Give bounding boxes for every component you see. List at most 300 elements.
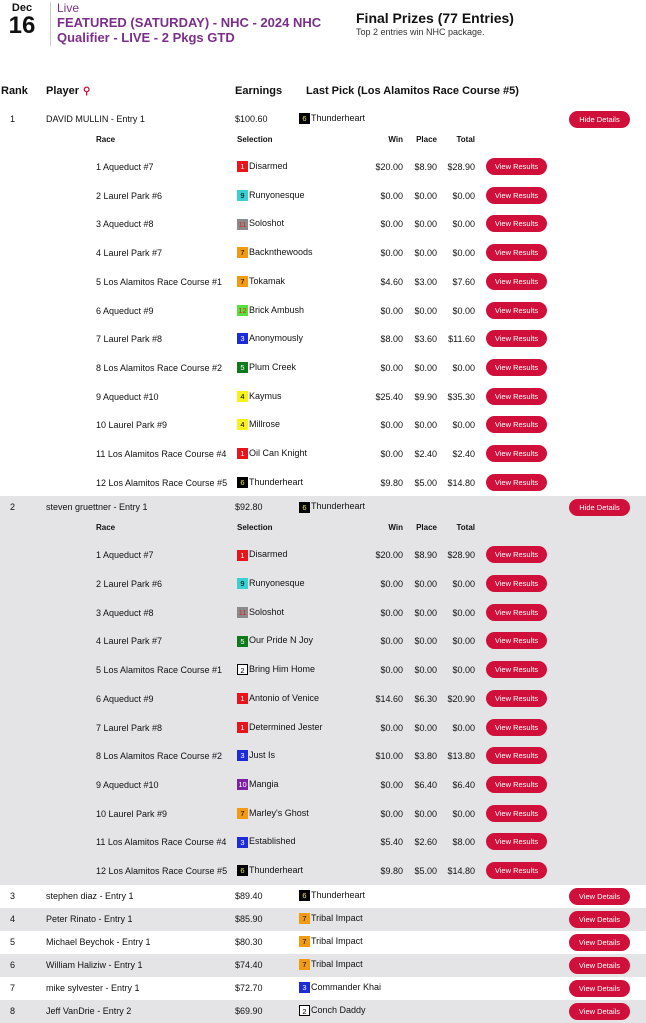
- view-details-button[interactable]: View Details: [569, 888, 630, 905]
- detail-row: [0, 655, 646, 684]
- detail-total: $0.00: [452, 665, 475, 676]
- post-position-badge: 7: [299, 959, 310, 970]
- detail-selection: [237, 865, 303, 876]
- prizes-title: Final Prizes (77 Entries): [356, 10, 514, 26]
- detail-total: $14.80: [447, 866, 475, 877]
- post-position-badge: 6: [237, 865, 248, 876]
- detail-row: [0, 181, 646, 210]
- detail-race: 8 Los Alamitos Race Course #2: [96, 751, 223, 762]
- detail-win: $10.00: [375, 751, 403, 762]
- selection-horse: Anonymously: [249, 333, 304, 344]
- entry-earnings: $85.90: [235, 913, 263, 924]
- detail-win: $20.00: [375, 550, 403, 561]
- detail-win: $0.00: [380, 636, 403, 647]
- view-details-button[interactable]: View Details: [569, 957, 630, 974]
- date-month: Dec: [11, 2, 33, 14]
- detail-selection: [237, 190, 305, 201]
- post-position-badge: 7: [237, 247, 248, 258]
- detail-race: 1 Aqueduct #7: [96, 550, 154, 561]
- detail-place: $3.80: [414, 751, 437, 762]
- detail-place: $2.40: [414, 449, 437, 459]
- total-col-header: Total: [456, 135, 475, 144]
- view-results-button[interactable]: View Results: [486, 833, 547, 850]
- detail-row: [0, 799, 646, 828]
- detail-place: $0.00: [414, 190, 437, 201]
- post-position-badge: 5: [237, 362, 248, 373]
- view-results-button[interactable]: View Results: [486, 719, 547, 736]
- detail-selection: [237, 635, 313, 646]
- detail-total: $0.00: [452, 305, 475, 316]
- detail-row: [0, 410, 646, 439]
- detail-win: $25.40: [375, 391, 403, 402]
- entry-row: [0, 1000, 646, 1023]
- detail-total: $6.40: [452, 779, 475, 790]
- selection-horse: Bring Him Home: [249, 664, 316, 675]
- detail-race: 5 Los Alamitos Race Course #1: [96, 276, 223, 287]
- detail-race: 11 Los Alamitos Race Course #4: [96, 449, 227, 459]
- post-position-badge: 3: [237, 333, 248, 344]
- entry-earnings: $74.40: [235, 959, 263, 970]
- detail-selection: [237, 305, 304, 316]
- entry-rank: 3: [10, 890, 16, 901]
- detail-place: $8.90: [414, 550, 437, 561]
- detail-selection: [237, 333, 303, 344]
- entry-player: mike sylvester - Entry 1: [46, 982, 140, 993]
- selection-horse: Millrose: [249, 419, 281, 430]
- detail-win: $0.00: [380, 722, 403, 733]
- entry-player: steven gruettner - Entry 1: [46, 502, 148, 513]
- post-position-badge: 3: [299, 982, 310, 993]
- detail-total: $0.00: [452, 636, 475, 647]
- entry-rank: 1: [10, 114, 16, 124]
- detail-row: [0, 856, 646, 885]
- entry-player: William Haliziw - Entry 1: [46, 959, 143, 970]
- view-results-button[interactable]: View Results: [486, 416, 547, 433]
- entry-row: [0, 931, 646, 954]
- detail-total: $0.00: [452, 579, 475, 590]
- post-position-badge: 1: [237, 722, 248, 733]
- selection-horse: Soloshot: [249, 606, 285, 617]
- last-pick-horse: Commander Khai: [311, 981, 382, 992]
- selection-horse: Oil Can Knight: [249, 448, 308, 458]
- detail-place: $3.00: [414, 276, 437, 287]
- detail-row: [0, 468, 646, 497]
- detail-row: [0, 267, 646, 296]
- detail-place: $6.30: [414, 693, 437, 704]
- contest-title: FEATURED (SATURDAY) - NHC - 2024 NHC Qualifier - LIVE - 2 Pkgs GTD: [57, 15, 322, 45]
- view-results-button[interactable]: View Results: [486, 690, 547, 707]
- detail-win: $14.60: [375, 693, 403, 704]
- post-position-badge: 11: [238, 607, 247, 617]
- view-results-button[interactable]: View Results: [486, 273, 547, 290]
- view-results-button[interactable]: View Results: [486, 215, 547, 232]
- detail-place: $6.40: [414, 779, 437, 790]
- entry-earnings: $100.60: [235, 114, 268, 124]
- detail-row: [0, 296, 646, 325]
- detail-selection: [237, 750, 275, 761]
- detail-place: $0.00: [414, 636, 437, 647]
- post-position-badge: 6: [299, 502, 310, 513]
- post-position-badge: 1: [237, 550, 248, 561]
- detail-win: $0.00: [380, 808, 403, 819]
- entry-last-pick: [299, 982, 381, 993]
- post-position-badge: 3: [237, 837, 248, 848]
- selection-horse: Backnthewoods: [249, 247, 313, 258]
- detail-row: [0, 540, 646, 569]
- detail-row: [0, 598, 646, 627]
- detail-total: $7.60: [452, 276, 475, 287]
- detail-win: $0.00: [380, 190, 403, 201]
- detail-place: $3.60: [414, 334, 437, 345]
- detail-race: 4 Laurel Park #7: [96, 636, 163, 647]
- earnings-header: Earnings: [235, 85, 283, 97]
- entry-rank: 7: [10, 982, 16, 993]
- detail-total: $0.00: [452, 808, 475, 819]
- detail-place: $2.60: [414, 837, 437, 848]
- post-position-badge: 4: [237, 419, 248, 430]
- entry-earnings: $69.90: [235, 1005, 263, 1016]
- detail-place: $8.90: [414, 162, 437, 172]
- post-position-badge: 7: [237, 276, 248, 287]
- view-results-button[interactable]: View Results: [486, 575, 547, 592]
- detail-selection: [237, 362, 296, 373]
- detail-win: $8.00: [380, 334, 403, 345]
- race-col-header: Race: [96, 523, 116, 533]
- detail-win: $20.00: [375, 162, 403, 172]
- selection-horse: Plum Creek: [249, 361, 297, 372]
- total-col-header: Total: [456, 523, 475, 533]
- detail-race: 3 Aqueduct #8: [96, 219, 154, 230]
- detail-race: 12 Los Alamitos Race Course #5: [96, 866, 228, 877]
- detail-total: $0.00: [452, 219, 475, 230]
- detail-race: 6 Aqueduct #9: [96, 305, 154, 316]
- selection-horse: Established: [249, 836, 296, 847]
- detail-place: $9.90: [414, 391, 437, 402]
- detail-selection: [237, 448, 307, 459]
- detail-win: $0.00: [380, 305, 403, 316]
- player-header: [46, 85, 90, 97]
- detail-race: 8 Los Alamitos Race Course #2: [96, 362, 223, 373]
- entry-earnings: $72.70: [235, 982, 263, 993]
- post-position-badge: 7: [237, 808, 248, 819]
- view-results-button[interactable]: View Results: [486, 474, 547, 491]
- detail-race: 7 Laurel Park #8: [96, 722, 163, 733]
- detail-row: [0, 684, 646, 713]
- date-day: 16: [8, 12, 36, 39]
- selection-horse: Runyonesque: [249, 189, 305, 200]
- entry-player: Michael Beychok - Entry 1: [46, 936, 151, 947]
- detail-row: [0, 713, 646, 742]
- entry-earnings: $89.40: [235, 890, 263, 901]
- detail-selection: [237, 477, 303, 488]
- view-results-button[interactable]: View Results: [486, 359, 547, 376]
- detail-row: [0, 152, 646, 181]
- detail-race: 7 Laurel Park #8: [96, 334, 163, 345]
- detail-place: $0.00: [414, 579, 437, 590]
- entry-player: Jeff VanDrie - Entry 2: [46, 1005, 132, 1016]
- detail-selection: [237, 391, 282, 402]
- entry-rank: 4: [10, 913, 16, 924]
- selection-horse: Our Pride N Joy: [249, 635, 314, 646]
- view-results-button[interactable]: View Results: [486, 158, 547, 175]
- place-col-header: Place: [416, 135, 437, 144]
- detail-place: $0.00: [414, 248, 437, 259]
- entry-rank: 2: [10, 502, 16, 513]
- entry-rank: 5: [10, 936, 16, 947]
- detail-place: $0.00: [414, 420, 437, 431]
- hide-details-button[interactable]: Hide Details: [569, 499, 630, 516]
- selection-horse: Tokamak: [249, 275, 286, 286]
- detail-place: $0.00: [414, 362, 437, 373]
- last-pick-horse: Conch Daddy: [311, 1004, 366, 1015]
- detail-selection: [237, 808, 309, 819]
- view-results-button[interactable]: View Results: [486, 187, 547, 204]
- detail-win: $0.00: [380, 579, 403, 590]
- contest-header: [0, 0, 646, 60]
- last-pick-horse: Thunderheart: [311, 889, 366, 900]
- post-position-badge: 7: [299, 913, 310, 924]
- post-position-badge: 6: [237, 477, 248, 488]
- detail-win: $0.00: [380, 420, 403, 431]
- post-position-badge: 9: [237, 578, 248, 589]
- post-position-badge: 5: [237, 636, 248, 647]
- detail-total: $8.00: [452, 837, 475, 848]
- date-block: [0, 0, 44, 38]
- detail-win: $9.80: [380, 477, 403, 488]
- player-header-label: Player: [46, 85, 80, 97]
- detail-total: $0.00: [452, 190, 475, 201]
- selection-horse: Brick Ambush: [249, 304, 305, 315]
- win-col-header: Win: [388, 135, 403, 144]
- last-pick-header: Last Pick (Los Alamitos Race Course #5): [306, 85, 519, 97]
- detail-total: $0.00: [452, 722, 475, 733]
- entry-player: stephen diaz - Entry 1: [46, 890, 134, 901]
- post-position-badge: 12: [238, 305, 247, 315]
- detail-race: 10 Laurel Park #9: [96, 808, 168, 819]
- entry-earnings: $92.80: [235, 502, 263, 513]
- detail-win: $0.00: [380, 779, 403, 790]
- view-results-button[interactable]: View Results: [486, 244, 547, 261]
- post-position-badge: 1: [237, 161, 248, 172]
- view-results-button[interactable]: View Results: [486, 604, 547, 621]
- post-position-badge: 10: [238, 780, 247, 790]
- win-col-header: Win: [388, 523, 403, 533]
- detail-selection: [237, 218, 284, 229]
- detail-row: [0, 353, 646, 382]
- contest-status: Live: [57, 1, 80, 15]
- view-results-button[interactable]: View Results: [486, 632, 547, 649]
- entry-last-pick: [299, 913, 363, 924]
- selection-horse: Marley's Ghost: [249, 807, 309, 818]
- leaderboard-header: [0, 85, 646, 101]
- selection-horse: Antonio of Venice: [249, 692, 320, 703]
- place-col-header: Place: [416, 523, 437, 533]
- detail-total: $11.60: [448, 334, 475, 345]
- detail-race: 9 Aqueduct #10: [96, 779, 159, 790]
- detail-selection: [237, 693, 319, 704]
- detail-win: $9.80: [380, 866, 403, 877]
- last-pick-horse: Thunderheart: [311, 501, 366, 512]
- detail-row: [0, 382, 646, 411]
- post-position-badge: 1: [237, 448, 248, 459]
- detail-place: $0.00: [414, 607, 437, 618]
- post-position-badge: 6: [299, 113, 310, 124]
- selection-col-header: Selection: [237, 523, 273, 533]
- last-pick-horse: Thunderheart: [311, 113, 366, 123]
- detail-place: $0.00: [414, 305, 437, 316]
- view-details-button[interactable]: View Details: [569, 911, 630, 928]
- view-results-button[interactable]: View Results: [486, 388, 547, 405]
- detail-race: 5 Los Alamitos Race Course #1: [96, 665, 223, 676]
- details-panel: [0, 131, 646, 496]
- post-position-badge: 3: [237, 750, 248, 761]
- detail-place: $0.00: [414, 808, 437, 819]
- detail-row: [0, 439, 646, 468]
- entry-row: [0, 496, 646, 519]
- detail-total: $0.00: [452, 248, 475, 259]
- detail-row: [0, 770, 646, 799]
- post-position-badge: 9: [237, 190, 248, 201]
- detail-win: $0.00: [380, 449, 403, 459]
- detail-total: $13.80: [447, 751, 475, 762]
- last-pick-horse: Tribal Impact: [311, 958, 363, 969]
- detail-total: $20.90: [447, 693, 475, 704]
- post-position-badge: 2: [299, 1005, 310, 1016]
- rank-header: Rank: [1, 85, 28, 97]
- detail-total: $0.00: [452, 362, 475, 373]
- detail-race: 2 Laurel Park #6: [96, 190, 163, 201]
- detail-win: $0.00: [380, 665, 403, 676]
- detail-race: 6 Aqueduct #9: [96, 693, 154, 704]
- detail-race: 2 Laurel Park #6: [96, 579, 163, 590]
- entry-last-pick: [299, 936, 363, 947]
- selection-horse: Disarmed: [249, 549, 288, 560]
- last-pick-horse: Tribal Impact: [311, 935, 363, 946]
- detail-race: 9 Aqueduct #10: [96, 391, 159, 402]
- post-position-badge: 1: [237, 693, 248, 704]
- entry-player: Peter Rinato - Entry 1: [46, 913, 133, 924]
- view-results-button[interactable]: View Results: [486, 302, 547, 319]
- detail-selection: [237, 607, 284, 618]
- detail-row: [0, 569, 646, 598]
- search-icon[interactable]: ⚲: [83, 86, 91, 97]
- detail-place: $0.00: [414, 665, 437, 676]
- post-position-badge: 6: [299, 890, 310, 901]
- selection-horse: Kaymus: [249, 390, 282, 401]
- detail-win: $4.60: [380, 276, 403, 287]
- selection-horse: Disarmed: [249, 161, 288, 171]
- detail-total: $28.90: [447, 550, 475, 561]
- entry-last-pick: [299, 1005, 366, 1016]
- detail-total: $28.90: [447, 162, 475, 172]
- detail-row: [0, 209, 646, 238]
- entry-last-pick: [299, 113, 365, 124]
- detail-race: 10 Laurel Park #9: [96, 420, 168, 431]
- entry-row: [0, 908, 646, 931]
- detail-selection: [237, 664, 315, 675]
- selection-horse: Runyonesque: [249, 578, 305, 589]
- detail-total: $0.00: [452, 420, 475, 431]
- detail-win: $0.00: [380, 362, 403, 373]
- post-position-badge: 7: [299, 936, 310, 947]
- entry-row: [0, 108, 646, 131]
- detail-win: $0.00: [380, 219, 403, 230]
- entry-last-pick: [299, 959, 363, 970]
- entry-last-pick: [299, 890, 365, 901]
- detail-win: $0.00: [380, 248, 403, 259]
- detail-race: 11 Los Alamitos Race Course #4: [96, 837, 227, 848]
- selection-horse: Thunderheart: [249, 476, 304, 487]
- detail-place: $5.00: [414, 477, 437, 488]
- detail-place: $0.00: [414, 722, 437, 733]
- detail-row: [0, 827, 646, 856]
- detail-race: 4 Laurel Park #7: [96, 248, 163, 259]
- race-col-header: Race: [96, 135, 116, 144]
- selection-horse: Just Is: [249, 750, 276, 761]
- entry-earnings: $80.30: [235, 936, 263, 947]
- view-results-button[interactable]: View Results: [486, 805, 547, 822]
- detail-selection: [237, 722, 323, 733]
- detail-place: $5.00: [414, 866, 437, 877]
- view-results-button[interactable]: View Results: [486, 862, 547, 879]
- view-results-button[interactable]: View Results: [486, 330, 547, 347]
- view-details-button[interactable]: View Details: [569, 1003, 630, 1020]
- view-results-button[interactable]: View Results: [486, 546, 547, 563]
- detail-total: $14.80: [447, 477, 475, 488]
- detail-selection: [237, 836, 296, 847]
- last-pick-horse: Tribal Impact: [311, 912, 363, 923]
- detail-race: 3 Aqueduct #8: [96, 607, 154, 618]
- post-position-badge: 11: [238, 219, 247, 229]
- selection-horse: Determined Jester: [249, 721, 323, 732]
- entry-row: [0, 954, 646, 977]
- entry-rank: 8: [10, 1005, 16, 1016]
- entry-row: [0, 977, 646, 1000]
- entry-player: DAVID MULLIN - Entry 1: [46, 114, 145, 124]
- detail-selection: [237, 549, 288, 560]
- view-details-button[interactable]: View Details: [569, 980, 630, 997]
- view-results-button[interactable]: View Results: [486, 747, 547, 764]
- prizes-subtitle: Top 2 entries win NHC package.: [356, 27, 485, 37]
- detail-selection: [237, 276, 285, 287]
- detail-selection: [237, 578, 305, 589]
- detail-total: $35.30: [447, 391, 475, 402]
- view-results-button[interactable]: View Results: [486, 661, 547, 678]
- selection-horse: Soloshot: [249, 218, 285, 229]
- detail-place: $0.00: [414, 219, 437, 230]
- view-results-button[interactable]: View Results: [486, 445, 547, 462]
- entry-last-pick: [299, 501, 365, 512]
- view-details-button[interactable]: View Details: [569, 934, 630, 951]
- post-position-badge: 2: [237, 664, 248, 675]
- detail-selection: [237, 161, 288, 172]
- detail-selection: [237, 419, 280, 430]
- divider: [50, 2, 51, 46]
- selection-col-header: Selection: [237, 135, 273, 144]
- detail-row: [0, 324, 646, 353]
- hide-details-button[interactable]: Hide Details: [569, 111, 630, 128]
- detail-win: $0.00: [380, 607, 403, 618]
- detail-race: 1 Aqueduct #7: [96, 162, 154, 172]
- detail-selection: [237, 247, 313, 258]
- post-position-badge: 4: [237, 391, 248, 402]
- view-results-button[interactable]: View Results: [486, 776, 547, 793]
- detail-total: $0.00: [452, 607, 475, 618]
- detail-win: $5.40: [380, 837, 403, 848]
- selection-horse: Mangia: [249, 778, 279, 789]
- detail-selection: [237, 779, 279, 790]
- entry-rank: 6: [10, 959, 16, 970]
